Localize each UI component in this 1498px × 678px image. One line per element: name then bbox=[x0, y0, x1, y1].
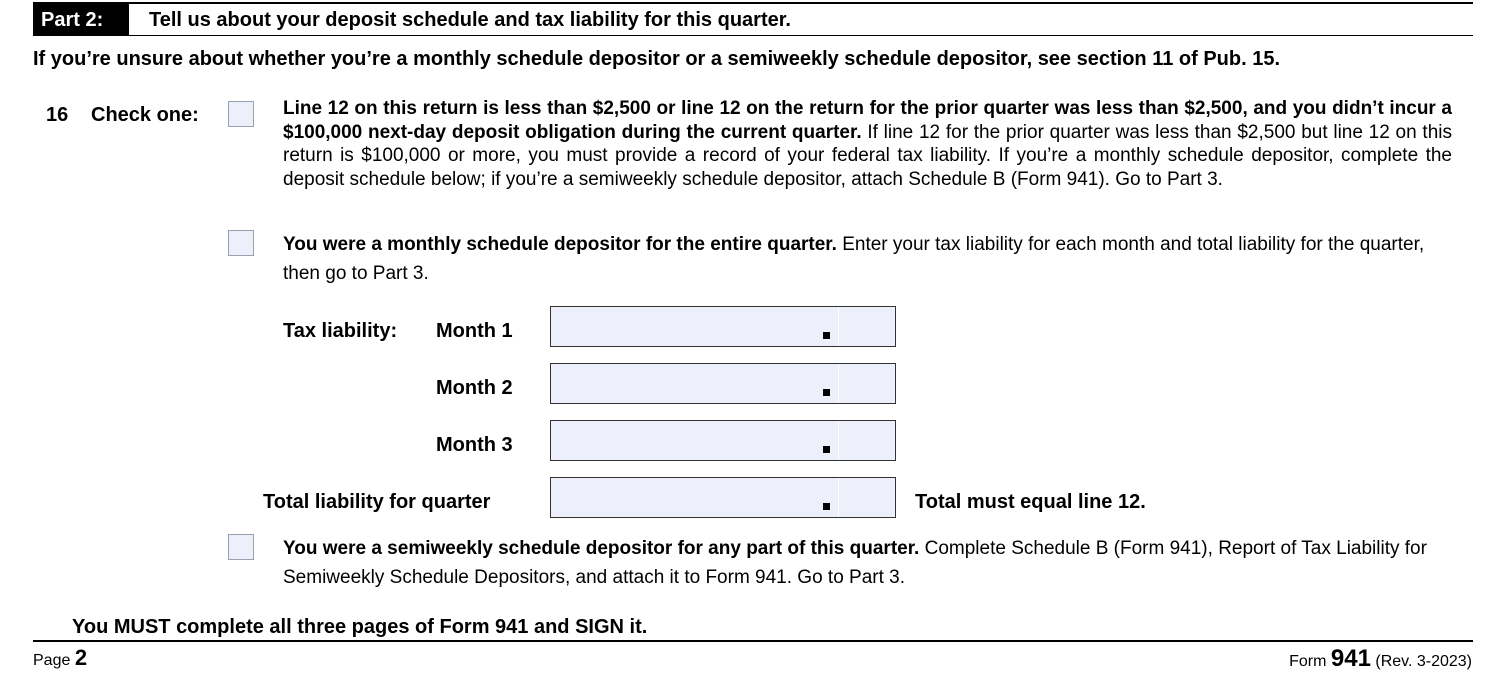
total-note: Total must equal line 12. bbox=[915, 491, 1146, 513]
must-complete-notice: You MUST complete all three pages of Form 941 and SIGN it. bbox=[72, 616, 648, 638]
page-prefix: Page bbox=[33, 652, 75, 669]
option2-text bbox=[283, 230, 1452, 288]
intro-text: If you’re unsure about whether you’re a monthly schedule depositor or a semiweekly schedule depositor, see section 11 of Pub. 15. bbox=[33, 48, 1281, 70]
month1-label: Month 1 bbox=[436, 320, 513, 342]
option3-checkbox[interactable] bbox=[228, 534, 254, 560]
option3-text bbox=[283, 534, 1452, 592]
option2-checkbox[interactable] bbox=[228, 230, 254, 256]
cents-separator bbox=[838, 364, 839, 403]
cents-separator bbox=[838, 421, 839, 460]
decimal-point bbox=[823, 389, 830, 396]
option2-bold: You were a monthly schedule depositor for the entire quarter. bbox=[283, 234, 837, 255]
option1-bold: Line 12 on this return is less than $2,500 or line 12 on the return for the prior quarter was less than $2,500, and you didn’t incur a $100,000 next-day deposit obligation during the current quarter. bbox=[283, 98, 1452, 143]
month1-input[interactable] bbox=[550, 306, 896, 347]
page-number-value: 2 bbox=[74, 645, 88, 670]
form-identifier bbox=[1289, 645, 1472, 673]
month3-input[interactable] bbox=[550, 420, 896, 461]
option1-rest: If line 12 for the prior quarter was less than $2,500 but line 12 on this return is $100,000 or more, you must provide a record of your federal tax liability. If you’re a monthly schedule depositor, complete the deposit schedule below; if you’re a semiweekly schedule depositor, attach Schedule B (Form 941). Go to Part 3. bbox=[283, 121, 1452, 190]
page-number bbox=[33, 645, 87, 671]
part-badge: Part 2: bbox=[33, 4, 129, 36]
cents-separator bbox=[838, 478, 839, 517]
month3-label: Month 3 bbox=[436, 434, 513, 456]
form-number: 941 bbox=[1330, 645, 1371, 672]
decimal-point bbox=[823, 446, 830, 453]
cents-separator bbox=[838, 307, 839, 346]
option2-rest: Enter your tax liability for each month and total liability for the quarter, then go to Part 3. bbox=[283, 234, 1425, 284]
tax-liability-label: Tax liability: bbox=[283, 320, 398, 342]
option3-rest: Complete Schedule B (Form 941), Report of Tax Liability for Semiweekly Schedule Depositors, and attach it to Form 941. Go to Part 3. bbox=[283, 538, 1427, 588]
month2-input[interactable] bbox=[550, 363, 896, 404]
total-liability-label: Total liability for quarter bbox=[263, 491, 491, 513]
check-one-label: Check one: bbox=[91, 104, 199, 126]
form-prefix: Form bbox=[1289, 653, 1331, 670]
month2-label: Month 2 bbox=[436, 377, 513, 399]
part-2-header bbox=[33, 2, 1473, 36]
decimal-point bbox=[823, 503, 830, 510]
option1-text bbox=[283, 97, 1452, 191]
footer-rule bbox=[33, 640, 1473, 642]
part-title: Tell us about your deposit schedule and tax liability for this quarter. bbox=[149, 9, 791, 31]
option1-checkbox[interactable] bbox=[228, 101, 254, 127]
decimal-point bbox=[823, 332, 830, 339]
line-16-number: 16 bbox=[46, 104, 69, 126]
total-liability-input[interactable] bbox=[550, 477, 896, 518]
option3-bold: You were a semiweekly schedule depositor for any part of this quarter. bbox=[283, 538, 920, 559]
form-revision: (Rev. 3-2023) bbox=[1370, 653, 1472, 670]
